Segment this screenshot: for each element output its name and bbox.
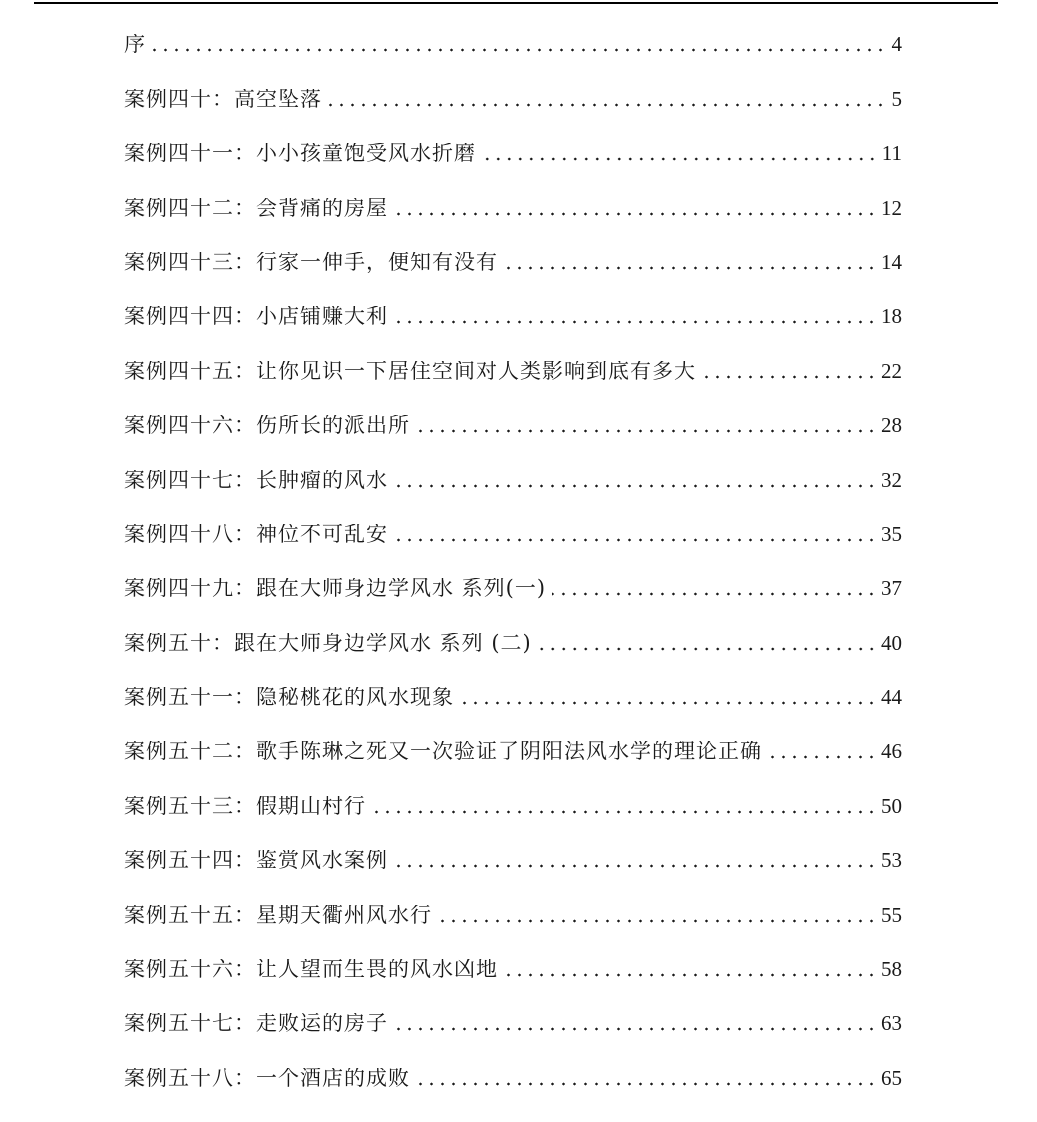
toc-dot-leader [504,266,877,270]
toc-entry-page-number[interactable]: 18 [881,304,902,329]
toc-dot-leader [394,864,877,868]
toc-entry[interactable] [124,608,902,662]
toc-entry-page-number[interactable]: 44 [881,685,902,710]
toc-entry-page-number[interactable]: 32 [881,467,902,492]
toc-entry[interactable] [124,119,902,173]
toc-entry[interactable] [124,989,902,1043]
toc-entry-title[interactable]: 案例五十八：一个酒店的成败 [124,1067,410,1089]
toc-dot-leader [416,1082,877,1086]
toc-entry-page-number[interactable]: 58 [881,957,902,982]
toc-entry[interactable] [124,336,902,390]
toc-entry-title[interactable]: 案例四十七：长肿瘤的风水 [124,469,388,491]
toc-entry-page-number[interactable]: 35 [881,521,902,546]
toc-dot-leader [328,103,886,107]
toc-entry-page-number[interactable]: 37 [881,576,902,601]
toc-entry[interactable] [124,391,902,445]
toc-entry-page-number[interactable]: 55 [881,902,902,927]
toc-entry-title[interactable]: 案例四十：高空坠落 [124,88,322,110]
toc-entry-page-number[interactable]: 28 [881,413,902,438]
toc-entry[interactable] [124,500,902,554]
toc-entry-page-number[interactable]: 63 [881,1011,902,1036]
toc-entry[interactable] [124,228,902,282]
toc-entry-title[interactable]: 案例五十：跟在大师身边学风水 系列 (二) [124,632,532,654]
toc-entry-page-number[interactable]: 50 [881,793,902,818]
toc-entry-title[interactable]: 案例五十五：星期天衢州风水行 [124,904,432,926]
toc-dot-leader [504,973,877,977]
toc-dot-leader [394,538,877,542]
toc-entry-page-number[interactable]: 11 [881,141,902,166]
toc-entry-page-number[interactable]: 4 [891,32,902,57]
toc-entry[interactable] [124,282,902,336]
toc-entry-title[interactable]: 案例五十六：让人望而生畏的风水凶地 [124,959,498,981]
toc-dot-leader [768,755,877,759]
toc-entry-title[interactable]: 案例五十四：鉴赏风水案例 [124,850,388,872]
toc-entry-title[interactable]: 案例四十三：行家一伸手，便知有没有 [124,251,498,273]
toc-dot-leader [416,429,877,433]
toc-dot-leader [372,810,877,814]
toc-entry-page-number[interactable]: 53 [881,848,902,873]
toc-entry-title[interactable]: 案例五十三：假期山村行 [124,795,366,817]
toc-dot-leader [702,375,877,379]
toc-entry-title[interactable]: 序 [124,34,146,56]
toc-dot-leader [394,320,877,324]
toc-entry[interactable] [124,173,902,227]
toc-dot-leader [394,212,877,216]
toc-entry-page-number[interactable]: 5 [891,86,902,111]
toc-entry-title[interactable]: 案例四十八：神位不可乱安 [124,523,388,545]
toc-entry[interactable] [124,663,902,717]
toc-entry[interactable] [124,10,902,64]
toc-entry-title[interactable]: 案例四十四：小店铺赚大利 [124,306,388,328]
toc-entry[interactable] [124,717,902,771]
toc-entry-title[interactable]: 案例四十六：伤所长的派出所 [124,415,410,437]
toc-entry-title[interactable]: 案例四十九：跟在大师身边学风水 系列(一) [124,578,547,600]
toc-entry-title[interactable]: 案例五十一：隐秘桃花的风水现象 [124,687,454,709]
toc-entry[interactable] [124,445,902,499]
toc-entry[interactable] [124,826,902,880]
toc-entry-page-number[interactable]: 65 [881,1065,902,1090]
toc-dot-leader [460,701,877,705]
toc-dot-leader [538,647,877,651]
toc-dot-leader [438,919,877,923]
toc-entry[interactable] [124,771,902,825]
toc-entry[interactable] [124,880,902,934]
toc-entry-title[interactable]: 案例四十五：让你见识一下居住空间对人类影响到底有多大 [124,360,696,382]
toc-dot-leader [394,1027,877,1031]
toc-entry[interactable] [124,64,902,118]
toc-entry[interactable] [124,554,902,608]
header-rule [34,2,998,4]
toc-dot-leader [152,48,886,52]
toc-entry-page-number[interactable]: 12 [881,195,902,220]
toc-entry-page-number[interactable]: 22 [881,358,902,383]
table-of-contents [124,10,902,1098]
toc-entry[interactable] [124,935,902,989]
toc-entry-page-number[interactable]: 40 [881,630,902,655]
toc-entry[interactable] [124,1043,902,1097]
toc-dot-leader [482,157,878,161]
toc-dot-leader [552,592,877,596]
toc-entry-title[interactable]: 案例四十二：会背痛的房屋 [124,197,388,219]
toc-entry-title[interactable]: 案例四十一：小小孩童饱受风水折磨 [124,143,476,165]
toc-entry-title[interactable]: 案例五十七：走败运的房子 [124,1013,388,1035]
toc-entry-page-number[interactable]: 14 [881,249,902,274]
toc-entry-title[interactable]: 案例五十二：歌手陈琳之死又一次验证了阴阳法风水学的理论正确 [124,741,762,763]
toc-dot-leader [394,484,877,488]
toc-entry-page-number[interactable]: 46 [881,739,902,764]
